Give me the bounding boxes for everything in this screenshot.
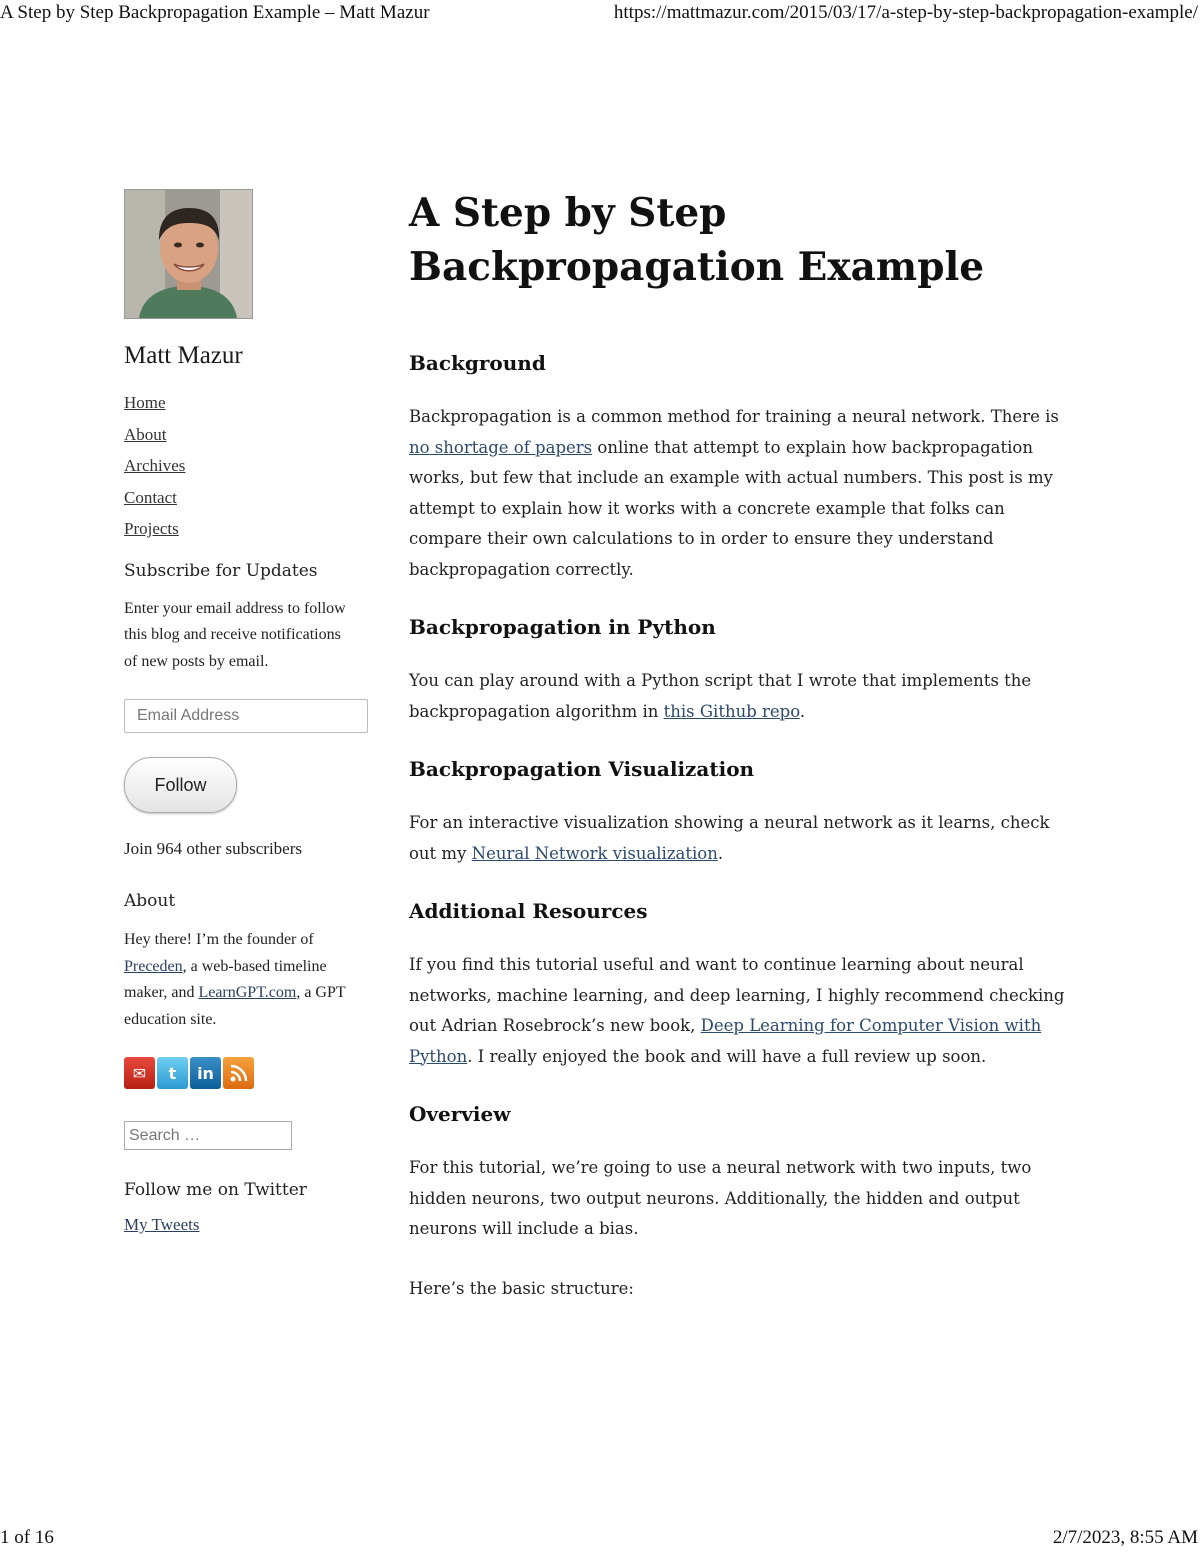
nav-projects[interactable]: Projects bbox=[124, 519, 179, 538]
avatar bbox=[124, 189, 253, 319]
my-tweets-link[interactable]: My Tweets bbox=[124, 1215, 200, 1234]
heading-python: Backpropagation in Python bbox=[409, 615, 716, 639]
about-text: Hey there! I’m the founder of Preceden, a web-based timeline maker, and LearnGPT.com, a GPT education site. bbox=[124, 931, 346, 1028]
book-link[interactable]: Deep Learning for Computer Vision with Python bbox=[409, 1016, 1042, 1066]
nav-home[interactable]: Home bbox=[124, 393, 166, 412]
subscribe-description: Enter your email address to follow this blog and receive notifications of new posts by email. bbox=[124, 599, 346, 670]
social-icons bbox=[124, 1057, 374, 1089]
linkedin-icon[interactable]: in bbox=[190, 1057, 221, 1089]
paragraph-resources: If you find this tutorial useful and want to continue learning about neural networks, machine learning, and deep learning, I highly recommend checking out Adrian Rosebrock’s new book, Deep Learning for Computer Vision with Python. I really enjoyed the book and will have a full review up soon. bbox=[409, 955, 1065, 1066]
paragraph-overview: For this tutorial, we’re going to use a neural network with two inputs, two hidden neurons, two output neurons. Additionally, the hidden and output neurons will include a bias. bbox=[409, 1158, 1032, 1238]
subscribe-title: Subscribe for Updates bbox=[124, 560, 318, 581]
paragraph-background: Backpropagation is a common method for training a neural network. There is no shortage of papers online that attempt to explain how backpropagation works, but few that include an example with actual numbers. This post is my attempt to explain how it works with a concrete example that folks can compare their own calculations to in order to ensure they understand backpropagation correctly. bbox=[409, 407, 1059, 579]
page-number: 1 of 16 bbox=[0, 1527, 54, 1548]
rss-icon[interactable] bbox=[223, 1057, 254, 1089]
email-placeholder: Email Address bbox=[137, 707, 240, 724]
subscribe-widget bbox=[124, 561, 374, 860]
about-widget bbox=[124, 891, 374, 1033]
search-placeholder: Search … bbox=[129, 1126, 201, 1144]
heading-visualization: Backpropagation Visualization bbox=[409, 757, 755, 781]
sidebar bbox=[124, 189, 374, 1235]
print-header bbox=[0, 2, 1200, 26]
preceden-link[interactable]: Preceden bbox=[124, 957, 183, 975]
site-title[interactable]: Matt Mazur bbox=[124, 342, 243, 369]
print-footer bbox=[0, 1527, 1200, 1551]
paragraph-python: You can play around with a Python script that I wrote that implements the backpropagation algorithm in this Github repo. bbox=[409, 671, 1032, 721]
twitter-widget bbox=[124, 1180, 374, 1235]
email-field[interactable] bbox=[124, 699, 368, 733]
heading-overview: Overview bbox=[409, 1102, 511, 1126]
rss-glyph bbox=[229, 1063, 249, 1083]
nav-archives[interactable]: Archives bbox=[124, 456, 186, 475]
post-title: A Step by Step Backpropagation Example bbox=[409, 190, 985, 290]
github-repo-link[interactable]: this Github repo bbox=[663, 701, 800, 721]
nav-about[interactable]: About bbox=[124, 424, 167, 444]
twitter-title: Follow me on Twitter bbox=[124, 1180, 307, 1200]
visualization-link[interactable]: Neural Network visualization bbox=[471, 843, 718, 863]
follow-button[interactable]: Follow bbox=[124, 757, 237, 813]
print-datetime: 2/7/2023, 8:55 AM bbox=[1052, 1527, 1198, 1548]
search-input[interactable] bbox=[124, 1121, 292, 1150]
main-nav bbox=[124, 393, 374, 551]
learngpt-link[interactable]: LearnGPT.com bbox=[198, 984, 297, 1001]
subscriber-count: Join 964 other subscribers bbox=[124, 839, 303, 858]
heading-background: Background bbox=[409, 351, 546, 375]
about-title: About bbox=[124, 891, 176, 911]
papers-link[interactable]: no shortage of papers bbox=[409, 437, 593, 457]
twitter-icon[interactable]: t bbox=[157, 1057, 188, 1089]
post-content bbox=[409, 186, 1074, 1304]
nav-contact[interactable]: Contact bbox=[124, 487, 177, 507]
author-photo bbox=[125, 190, 252, 318]
print-page-url: https://mattmazur.com/2015/03/17/a-step-by-step-backpropagation-example/ bbox=[613, 2, 1198, 23]
heading-resources: Additional Resources bbox=[409, 899, 648, 923]
print-page-title: A Step by Step Backpropagation Example – Matt Mazur bbox=[0, 2, 430, 23]
email-icon[interactable]: ✉ bbox=[124, 1057, 155, 1089]
paragraph-structure: Here’s the basic structure: bbox=[409, 1278, 634, 1298]
paragraph-visualization: For an interactive visualization showing a neural network as it learns, check out my Neural Network visualization. bbox=[409, 813, 1050, 863]
